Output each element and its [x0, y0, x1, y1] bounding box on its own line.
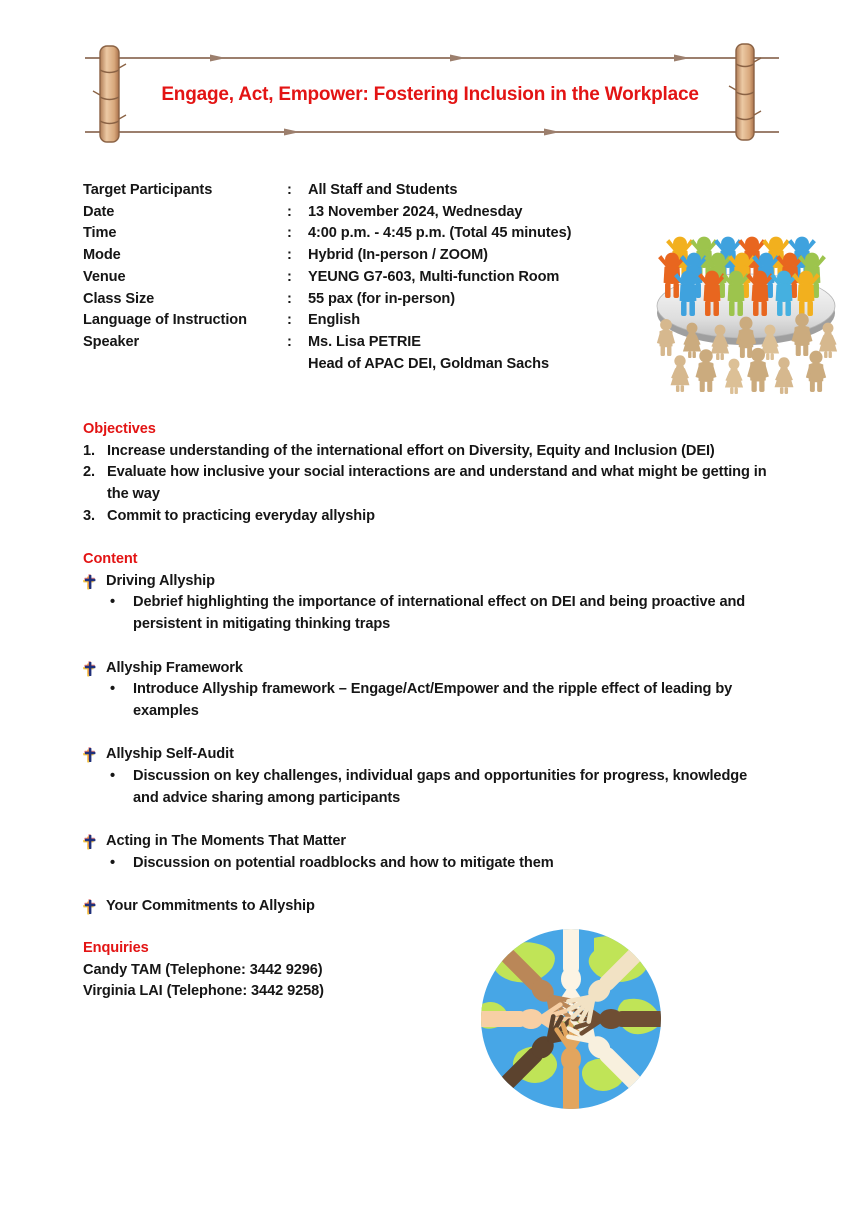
detail-value: Ms. Lisa PETRIE — [308, 333, 421, 350]
content-section — [83, 549, 783, 940]
detail-value: 13 November 2024, Wednesday — [308, 203, 523, 220]
detail-row — [83, 267, 643, 289]
objective-item — [83, 506, 775, 528]
globe-hands-illustration — [476, 924, 666, 1114]
content-group-title: Your Commitments to Allyship — [106, 898, 315, 915]
detail-value: All Staff and Students — [308, 182, 458, 198]
content-group-title-row — [83, 896, 783, 918]
detail-value: English — [308, 312, 361, 329]
detail-separator: : — [287, 203, 292, 220]
content-heading: Content — [83, 551, 138, 567]
content-group-title: Allyship Self-Audit — [106, 746, 234, 763]
detail-separator: : — [287, 182, 292, 198]
detail-label: Class Size — [83, 290, 155, 307]
bullet-text: Debrief highlighting the importance of international effect on DEI and being proactive and persistent in mitigating thinking traps — [133, 594, 746, 633]
bamboo-frame-graphic — [0, 0, 860, 160]
detail-label: Time — [83, 225, 117, 242]
sub-bullet-row — [110, 679, 773, 722]
sub-bullet-row — [110, 766, 773, 809]
detail-label — [83, 354, 287, 376]
dot-bullet-icon: • — [110, 681, 116, 698]
contact-line: Candy TAM (Telephone: 3442 9296) — [83, 961, 323, 978]
item-text: Commit to practicing everyday allyship — [107, 507, 375, 524]
dot-bullet-icon: • — [110, 768, 116, 784]
content-group — [83, 571, 783, 636]
enquiries-heading: Enquiries — [83, 940, 149, 956]
detail-value: YEUNG G7-603, Multi-function Room — [308, 268, 560, 285]
content-group-title-row — [83, 658, 783, 680]
detail-row — [83, 223, 643, 245]
detail-label: Target Participants — [83, 182, 213, 198]
plus-bullet-icon — [83, 831, 106, 853]
detail-row — [83, 332, 643, 354]
content-group — [83, 658, 783, 723]
detail-label: Language of Instruction — [83, 312, 247, 329]
detail-label: Mode — [83, 247, 121, 264]
objectives-heading: Objectives — [83, 421, 156, 437]
event-details-list — [83, 180, 643, 375]
dot-bullet-icon: • — [110, 594, 116, 611]
content-group-title: Allyship Framework — [106, 659, 243, 676]
detail-separator: : — [287, 247, 292, 264]
detail-row — [83, 180, 643, 202]
objective-item — [83, 441, 775, 463]
sub-bullet-row — [110, 853, 773, 875]
item-number: 3. — [83, 507, 95, 524]
bullet-text: Discussion on key challenges, individual gaps and opportunities for progress, knowledge and advice sharing among participants — [133, 768, 748, 806]
bullet-text: Introduce Allyship framework – Engage/Act/Empower and the ripple effect of leading by examples — [133, 681, 733, 719]
item-number: 1. — [83, 442, 95, 459]
content-group — [83, 744, 783, 809]
detail-value: 55 pax (for in-person) — [308, 290, 456, 307]
detail-value: Hybrid (In-person / ZOOM) — [308, 247, 488, 264]
detail-separator: : — [287, 268, 292, 285]
detail-label: Date — [83, 203, 115, 220]
dot-bullet-icon: • — [110, 854, 116, 871]
detail-separator — [287, 354, 308, 376]
objectives-section — [83, 419, 775, 528]
plus-bullet-icon — [83, 744, 106, 766]
detail-row — [83, 310, 643, 332]
detail-row — [83, 202, 643, 224]
detail-value: 4:00 p.m. - 4:45 p.m. (Total 45 minutes) — [308, 225, 572, 242]
contact-line: Virginia LAI (Telephone: 3442 9258) — [83, 983, 324, 1000]
detail-separator: : — [287, 333, 292, 350]
content-group-title: Driving Allyship — [106, 572, 215, 589]
bullet-text: Discussion on potential roadblocks and how to mitigate them — [133, 854, 554, 871]
item-text: Evaluate how inclusive your social interactions are and understand and what might be getting in the way — [107, 464, 767, 503]
item-number: 2. — [83, 464, 95, 481]
plus-bullet-icon — [83, 896, 106, 918]
content-group-title-row — [83, 831, 783, 853]
people-platform-illustration — [646, 194, 846, 399]
detail-row — [83, 245, 643, 267]
detail-separator: : — [287, 290, 292, 307]
content-group — [83, 831, 783, 874]
detail-row — [83, 289, 643, 311]
plus-bullet-icon — [83, 571, 106, 593]
detail-value: Head of APAC DEI, Goldman Sachs — [308, 355, 549, 372]
page-title: Engage, Act, Empower: Fostering Inclusion in the Workplace — [161, 84, 699, 105]
detail-separator: : — [287, 225, 292, 242]
detail-row — [83, 354, 643, 376]
enquiries-section — [83, 938, 463, 1003]
content-group-title-row — [83, 571, 783, 593]
item-text: Increase understanding of the international effort on Diversity, Equity and Inclusion (DEI) — [107, 442, 715, 459]
plus-bullet-icon — [83, 658, 106, 680]
detail-label: Venue — [83, 268, 126, 285]
sub-bullet-row — [110, 592, 773, 635]
objective-item — [83, 462, 775, 505]
content-group-title-row — [83, 744, 783, 766]
detail-separator: : — [287, 312, 292, 329]
detail-label: Speaker — [83, 333, 140, 350]
content-group-title: Acting in The Moments That Matter — [106, 833, 346, 850]
content-group — [83, 896, 783, 918]
